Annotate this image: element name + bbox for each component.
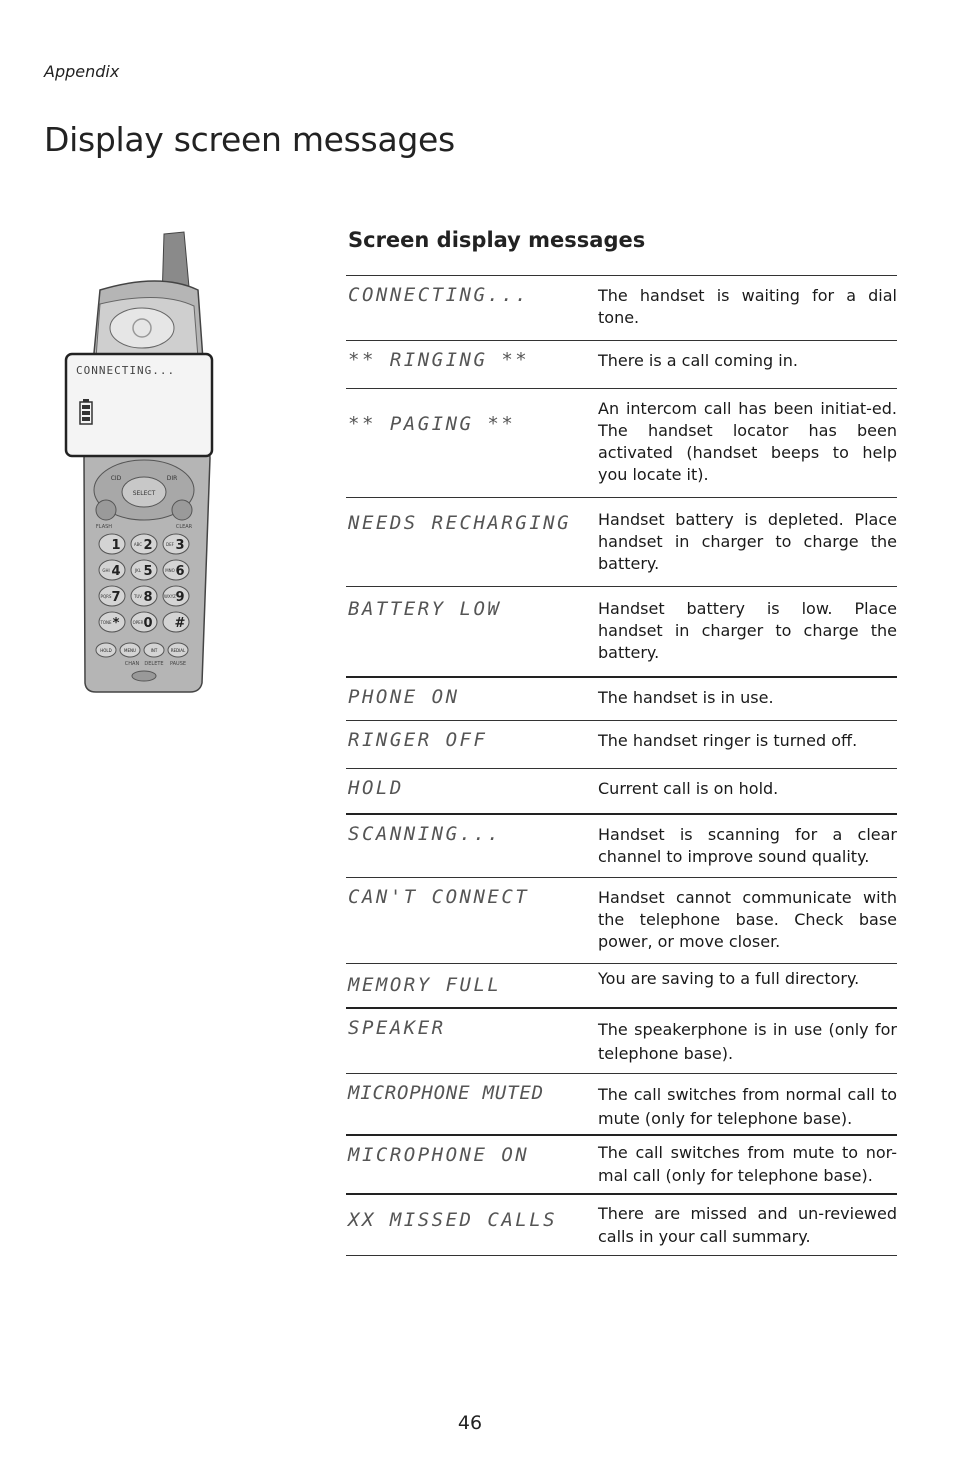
keypad-key: [163, 560, 189, 580]
message-text: SPEAKER: [348, 1017, 446, 1039]
svg-text:REDIAL: REDIAL: [170, 648, 186, 653]
table-row: [346, 275, 897, 340]
soft-key: [144, 643, 164, 657]
table-row: [346, 768, 897, 813]
soft-key: [96, 643, 116, 657]
svg-text:0: 0: [143, 616, 153, 631]
svg-text:CLEAR: CLEAR: [175, 524, 193, 530]
svg-text:5: 5: [143, 564, 153, 579]
svg-text:WXYZ: WXYZ: [164, 594, 176, 599]
table-row: [346, 813, 897, 877]
message-description: Handset battery is depleted. Place handset in charger to charge the battery.: [598, 510, 897, 573]
soft-key: [168, 643, 188, 657]
soft-key: [120, 643, 140, 657]
messages-table: [346, 275, 897, 1256]
table-row: [346, 1134, 897, 1193]
message-description: Handset is scanning for a clear channel to improve sound quality.: [598, 825, 897, 866]
svg-text:JKL: JKL: [134, 568, 142, 573]
svg-text:PAUSE: PAUSE: [169, 661, 187, 667]
svg-text:MENU: MENU: [124, 648, 136, 653]
message-text: SCANNING...: [348, 823, 502, 845]
message-text: MEMORY FULL: [348, 974, 502, 996]
svg-text:INT: INT: [150, 648, 158, 653]
table-row: [346, 388, 897, 497]
message-description: The call switches from normal call to mute (only for telephone base).: [598, 1085, 897, 1128]
message-description: Current call is on hold.: [598, 779, 779, 798]
svg-text:TONE: TONE: [100, 620, 112, 625]
keypad-key: [99, 612, 125, 632]
table-row: [346, 340, 897, 388]
keypad-key: [131, 534, 157, 554]
message-description: Handset cannot communicate with the telephone base. Check base power, or move closer.: [598, 888, 897, 951]
page-number: 46: [457, 1412, 483, 1434]
svg-text:1: 1: [111, 538, 121, 553]
svg-text:GHI: GHI: [102, 568, 110, 573]
svg-text:PQRS: PQRS: [100, 594, 112, 599]
keypad-key: [131, 586, 157, 606]
message-description: The call switches from mute to nor-mal call (only for telephone base).: [598, 1143, 897, 1185]
svg-text:ABC: ABC: [133, 542, 143, 547]
svg-text:TUV: TUV: [133, 594, 143, 599]
keypad-key: [131, 560, 157, 580]
message-description: The handset is waiting for a dial tone.: [598, 286, 897, 327]
table-row: [346, 497, 897, 586]
earpiece-icon: [110, 308, 174, 348]
keypad-key: [163, 586, 189, 606]
svg-text:3: 3: [175, 538, 185, 553]
svg-text:MNO: MNO: [165, 568, 175, 573]
keypad-key: [163, 534, 189, 554]
off-button-icon: [172, 500, 192, 520]
svg-text:SELECT: SELECT: [132, 490, 156, 497]
message-description: There are missed and un-reviewed calls in your call summary.: [598, 1204, 897, 1246]
svg-text:7: 7: [111, 590, 121, 605]
message-description: The handset ringer is turned off.: [598, 731, 858, 750]
message-text: MICROPHONE ON: [348, 1144, 530, 1166]
page-title: Display screen messages: [44, 120, 455, 159]
message-text: HOLD: [348, 777, 404, 799]
svg-text:2: 2: [143, 538, 153, 553]
message-text: ** RINGING **: [348, 349, 530, 371]
svg-text:9: 9: [175, 590, 185, 605]
screen-text: CONNECTING...: [76, 364, 176, 377]
table-row: [346, 1073, 897, 1134]
message-text: PHONE ON: [348, 686, 460, 708]
svg-text:OPER: OPER: [132, 620, 144, 625]
keypad-key: [163, 612, 189, 632]
svg-text:DIR: DIR: [166, 475, 178, 482]
svg-text:FLASH: FLASH: [95, 524, 113, 530]
message-text: CONNECTING...: [348, 284, 530, 306]
keypad-key: [99, 534, 125, 554]
message-text: MICROPHONE MUTED: [348, 1082, 544, 1104]
svg-text:6: 6: [175, 564, 185, 579]
message-text: RINGER OFF: [348, 729, 488, 751]
svg-text:#: #: [174, 616, 186, 631]
message-description: Handset battery is low. Place handset in charger to charge the battery.: [598, 599, 897, 662]
table-heading: Screen display messages: [348, 228, 646, 252]
message-description: You are saving to a full directory.: [598, 969, 860, 988]
table-row: [346, 586, 897, 676]
handset-illustration: [60, 228, 220, 698]
keypad-key: [131, 612, 157, 632]
message-description: There is a call coming in.: [598, 351, 798, 370]
svg-text:DELETE: DELETE: [144, 661, 164, 667]
table-row: [346, 877, 897, 963]
table-row: [346, 720, 897, 768]
microphone-grille: [132, 671, 156, 681]
svg-text:8: 8: [143, 590, 153, 605]
svg-text:CID: CID: [110, 475, 122, 482]
message-text: NEEDS RECHARGING: [348, 512, 572, 534]
table-row: [346, 1007, 897, 1073]
keypad-key: [99, 560, 125, 580]
svg-text:CHAN: CHAN: [124, 661, 140, 667]
svg-text:HOLD: HOLD: [100, 648, 112, 653]
table-row: [346, 676, 897, 720]
table-row: [346, 1193, 897, 1256]
message-text: ** PAGING **: [348, 413, 516, 435]
message-text: CAN'T CONNECT: [348, 886, 530, 908]
message-text: BATTERY LOW: [348, 598, 502, 620]
svg-text:*: *: [112, 616, 120, 631]
message-description: An intercom call has been initiat-ed. The handset locator has been activated (handset beeps to help you locate it).: [598, 399, 897, 484]
svg-text:4: 4: [111, 564, 121, 579]
phone-button-icon: [96, 500, 116, 520]
section-label: Appendix: [44, 62, 120, 81]
keypad-key: [99, 586, 125, 606]
message-description: The speakerphone is in use (only for telephone base).: [598, 1020, 897, 1063]
message-text: XX MISSED CALLS: [348, 1209, 558, 1231]
message-description: The handset is in use.: [598, 688, 774, 707]
table-row: [346, 963, 897, 1007]
svg-text:DEF: DEF: [166, 542, 174, 547]
